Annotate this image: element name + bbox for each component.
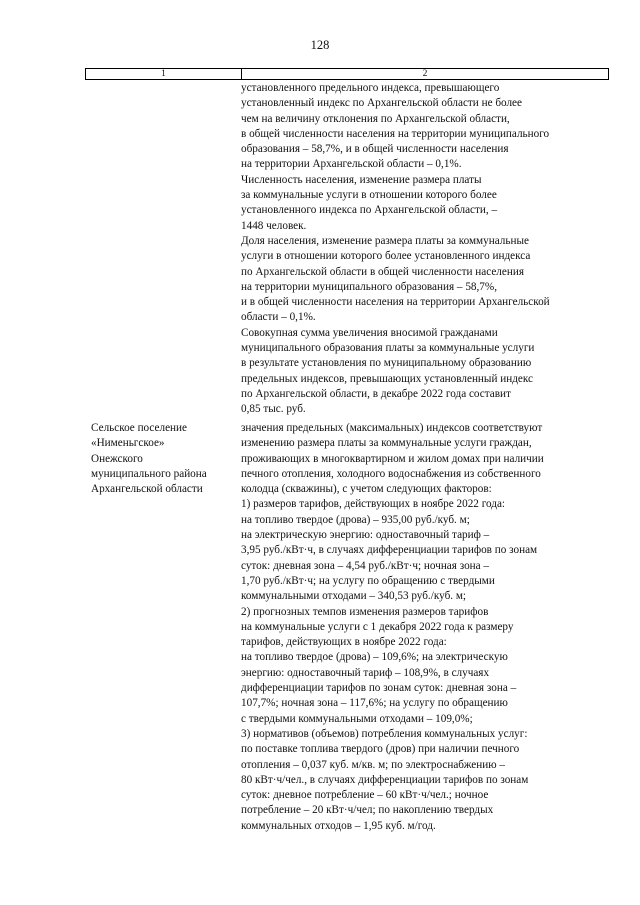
text-line: колодца (скважины), с учетом следующих факторов: [241, 483, 492, 496]
table-header-col1: 1 [86, 69, 242, 79]
text-line: суток: дневная зона – 4,54 руб./кВт·ч; ночная зона – [241, 559, 490, 572]
table-header-row [85, 68, 609, 80]
text-line: муниципального образования платы за коммунальные услуги [241, 342, 535, 355]
text-line: на территории муниципального образования – 58,7%, [241, 280, 498, 293]
text-line: чем на величину отклонения по Архангельской области, [241, 112, 510, 125]
text-line: на территории Архангельской области – 0,1%. [241, 158, 462, 171]
text-line: на коммунальные услуги с 1 декабря 2022 года к размеру [241, 620, 514, 633]
text-line: установленного индекса по Архангельской области, – [241, 204, 498, 217]
text-line: изменению размера платы за коммунальные услуги граждан, [241, 437, 532, 450]
text-line: энергию: одноставочный тариф – 108,9%, в случаях [241, 666, 490, 679]
text-line: образования – 58,7%, и в общей численности населения [241, 143, 509, 156]
text-line: по Архангельской области в общей численности населения [241, 265, 524, 278]
text-line: «Нименьгское» [91, 437, 165, 450]
text-line: с твердыми коммунальными отходами – 109,0%; [241, 712, 473, 725]
page-number: 128 [310, 38, 330, 52]
text-line: 1448 человек. [241, 219, 307, 232]
text-line: Совокупная сумма увеличения вносимой гражданами [241, 326, 498, 339]
text-line: 3,95 руб./кВт·ч, в случаях дифференциации тарифов по зонам [241, 544, 538, 557]
text-line: установленный индекс по Архангельской области не более [241, 97, 522, 110]
text-line: предельных индексов, превышающих установленный индекс [241, 372, 533, 385]
text-line: 107,7%; ночная зона – 117,6%; на услугу по обращению [241, 697, 508, 710]
text-line: потребление – 20 кВт·ч/чел; по накоплению твердых [241, 804, 494, 817]
text-line: тарифов, действующих в ноябре 2022 года: [241, 636, 447, 649]
text-line: в результате установления по муниципальному образованию [241, 357, 532, 370]
text-line: установленного предельного индекса, превышающего [241, 82, 500, 94]
text-line: 2) прогнозных темпов изменения размеров тарифов [241, 605, 489, 618]
text-line: области – 0,1%. [241, 311, 316, 324]
text-line: на электрическую энергию: одноставочный тариф – [241, 529, 490, 542]
text-line: в общей численности населения на территории муниципального [241, 127, 550, 140]
text-line: за коммунальные услуги в отношении которого более [241, 189, 497, 202]
text-line: коммунальных отходов – 1,95 куб. м/год. [241, 819, 436, 832]
text-line: 3) нормативов (объемов) потребления коммунальных услуг: [241, 727, 528, 740]
text-line: 80 кВт·ч/чел., в случаях дифференциации тарифов по зонам [241, 773, 529, 786]
text-line: Доля населения, изменение размера платы за коммунальные [241, 234, 529, 247]
text-line: значения предельных (максимальных) индексов соответствуют [241, 422, 543, 434]
text-line: муниципального района [91, 467, 207, 480]
text-line: по Архангельской области, в декабре 2022 года составит [241, 387, 511, 400]
text-line: по поставке топлива твердого (дров) при наличии печного [241, 743, 520, 756]
text-line: на топливо твердое (дрова) – 935,00 руб./куб. м; [241, 513, 470, 526]
text-line: 1,70 руб./кВт·ч; на услугу по обращению с твердыми [241, 574, 495, 587]
text-line: и в общей численности населения на территории Архангельской [241, 296, 550, 309]
text-line: услуги в отношении которого более установленного индекса [241, 250, 531, 263]
table-header-col2: 2 [422, 69, 428, 79]
text-line: Архангельской области [91, 483, 203, 496]
text-line: 0,85 тыс. руб. [241, 403, 306, 416]
section1-text [241, 81, 611, 418]
text-line: проживающих в многоквартирном и жилом домах при наличии [241, 452, 544, 465]
text-line: Сельское поселение [91, 422, 187, 434]
text-line: на топливо твердое (дрова) – 109,6%; на электрическую [241, 651, 508, 664]
text-line: 1) размеров тарифов, действующих в ноябре 2022 года: [241, 498, 506, 511]
text-line: дифференциации тарифов по зонам суток: дневная зона – [241, 682, 517, 695]
text-line: печного отопления, холодного водоснабжения из собственного [241, 467, 541, 480]
municipality-name [91, 421, 241, 497]
text-line: Численность населения, изменение размера платы [241, 173, 482, 186]
section2-text [241, 421, 611, 834]
text-line: суток: дневное потребление – 60 кВт·ч/чел.; ночное [241, 789, 489, 802]
text-line: коммунальными отходами – 340,53 руб./куб. м; [241, 590, 467, 603]
text-line: отопления – 0,037 куб. м/кв. м; по электроснабжению – [241, 758, 505, 771]
text-line: Онежского [91, 452, 143, 465]
